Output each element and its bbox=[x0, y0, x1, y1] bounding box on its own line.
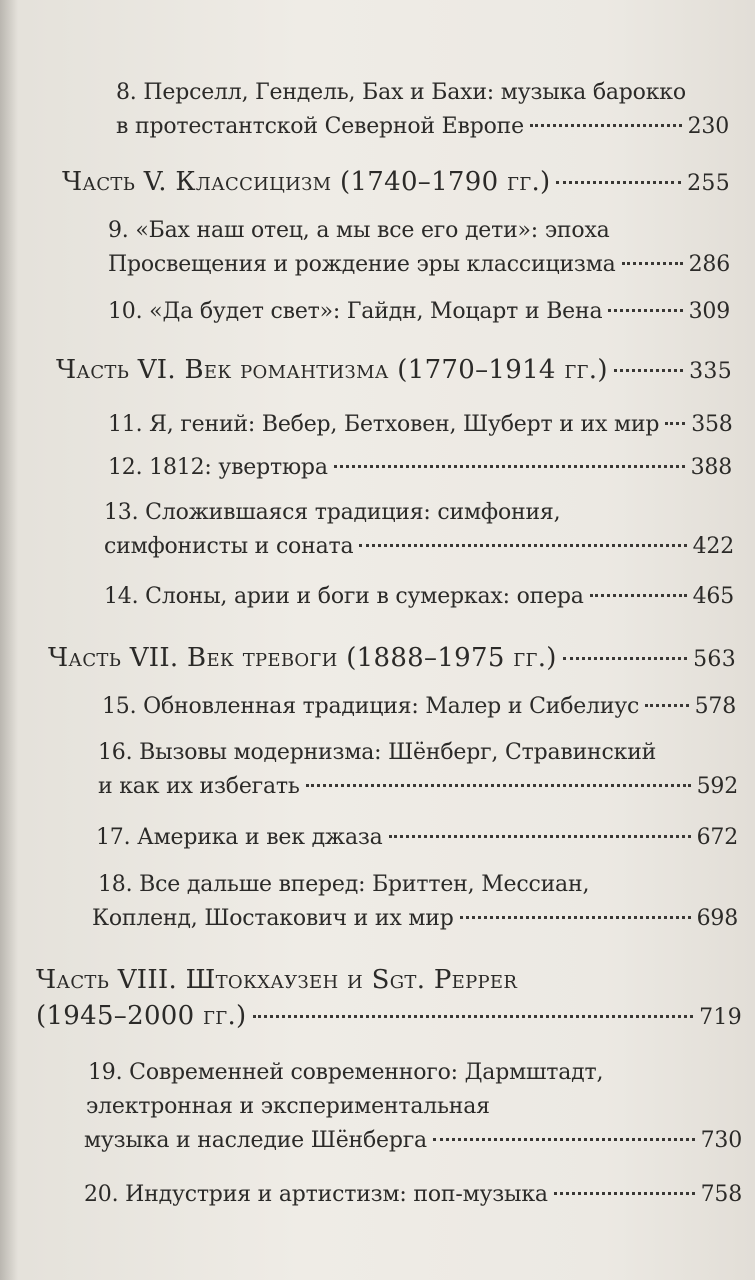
dot-leader bbox=[530, 124, 682, 127]
toc-part-title: Часть V. Классицизм (1740–1790 гг.) bbox=[62, 167, 551, 197]
page-number: 335 bbox=[689, 359, 732, 384]
toc-entry-ch18 bbox=[92, 868, 738, 936]
toc-part-title: (1945–2000 гг.) bbox=[36, 1001, 247, 1031]
toc-entry-line: и как их избегать bbox=[98, 774, 300, 799]
toc-entry-line: 19. Современней современного: Дармштадт, bbox=[88, 1060, 604, 1085]
toc-entry-ch16 bbox=[98, 736, 738, 804]
toc-entry-line: 20. Индустрия и артистизм: поп-музыка bbox=[84, 1182, 548, 1207]
toc-part-5 bbox=[62, 164, 730, 202]
toc-entry-line: симфонисты и соната bbox=[104, 534, 354, 559]
toc-entry-ch13 bbox=[104, 496, 734, 564]
dot-leader bbox=[359, 544, 686, 547]
toc-entry-line: 10. «Да будет свет»: Гайдн, Моцарт и Вена bbox=[108, 299, 603, 324]
toc-entry-line: музыка и наследие Шёнберга bbox=[84, 1128, 427, 1153]
toc-entry-ch12 bbox=[108, 451, 732, 485]
page-number: 255 bbox=[687, 171, 730, 196]
toc-entry-line: 8. Перселл, Гендель, Бах и Бахи: музыка барокко bbox=[116, 80, 686, 105]
page-number: 286 bbox=[688, 252, 730, 277]
page-number: 563 bbox=[693, 647, 736, 672]
dot-leader bbox=[389, 835, 691, 838]
toc-entry-line: 13. Сложившаяся традиция: симфония, bbox=[104, 500, 561, 525]
toc-entry-line: Копленд, Шостакович и их мир bbox=[92, 906, 454, 931]
dot-leader bbox=[306, 784, 691, 787]
toc-entry-ch15 bbox=[102, 690, 736, 724]
toc-entry-ch17 bbox=[96, 821, 738, 855]
toc-part-6 bbox=[56, 352, 732, 390]
dot-leader bbox=[556, 181, 681, 184]
toc-entry-line: 12. 1812: увертюра bbox=[108, 455, 328, 480]
toc-entry-line: электронная и экспериментальная bbox=[86, 1094, 490, 1119]
dot-leader bbox=[253, 1015, 694, 1018]
toc-part-title: Часть VII. Век тревоги (1888–1975 гг.) bbox=[48, 643, 557, 673]
toc-entry-line: в протестантской Северной Европе bbox=[116, 114, 524, 139]
page-number: 465 bbox=[692, 584, 734, 609]
toc-entry-line: 14. Слоны, арии и боги в сумерках: опера bbox=[104, 584, 584, 609]
toc-part-8 bbox=[36, 962, 742, 1036]
dot-leader bbox=[554, 1192, 695, 1195]
page-gutter-shadow bbox=[0, 0, 18, 1280]
toc-entry-line: Просвещения и рождение эры классицизма bbox=[108, 252, 616, 277]
page-number: 730 bbox=[700, 1128, 742, 1153]
page-number: 758 bbox=[700, 1182, 742, 1207]
dot-leader bbox=[665, 422, 685, 425]
dot-leader bbox=[433, 1138, 695, 1141]
page-number: 672 bbox=[696, 825, 738, 850]
page-number: 592 bbox=[696, 774, 738, 799]
toc-entry-ch19 bbox=[84, 1056, 742, 1158]
toc-entry-ch9 bbox=[108, 214, 730, 282]
toc-part-title: Часть VIII. Штокхаузен и Sgt. Pepper bbox=[36, 965, 518, 995]
page-number: 578 bbox=[694, 694, 736, 719]
dot-leader bbox=[334, 465, 685, 468]
page-number: 698 bbox=[696, 906, 738, 931]
toc-entry-ch14 bbox=[104, 580, 734, 614]
dot-leader bbox=[460, 916, 691, 919]
toc-entry-line: 15. Обновленная традиция: Малер и Сибелиус bbox=[102, 694, 640, 719]
toc-entry-line: 17. Америка и век джаза bbox=[96, 825, 383, 850]
dot-leader bbox=[563, 657, 687, 660]
toc-entry-ch8 bbox=[104, 76, 729, 144]
dot-leader bbox=[645, 704, 688, 707]
toc-entry-line: 11. Я, гений: Вебер, Бетховен, Шуберт и их мир bbox=[108, 412, 660, 437]
toc-part-title: Часть VI. Век романтизма (1770–1914 гг.) bbox=[56, 355, 608, 385]
toc-entry-ch11 bbox=[108, 408, 732, 442]
dot-leader bbox=[622, 262, 683, 265]
dot-leader bbox=[608, 309, 682, 312]
toc-entry-line: 16. Вызовы модернизма: Шёнберг, Стравинский bbox=[98, 740, 657, 765]
dot-leader bbox=[614, 369, 683, 372]
toc-entry-ch20 bbox=[84, 1178, 742, 1212]
page-number: 388 bbox=[690, 455, 732, 480]
page-number: 358 bbox=[691, 412, 733, 437]
page-number: 230 bbox=[687, 114, 729, 139]
toc-entry-ch10 bbox=[108, 295, 730, 329]
page-number: 309 bbox=[688, 299, 730, 324]
page-number: 719 bbox=[699, 1005, 742, 1030]
toc-entry-line: 9. «Бах наш отец, а мы все его дети»: эпоха bbox=[108, 218, 610, 243]
toc-part-7 bbox=[48, 640, 736, 678]
toc-entry-line: 18. Все дальше вперед: Бриттен, Мессиан, bbox=[98, 872, 590, 897]
dot-leader bbox=[590, 594, 687, 597]
page-number: 422 bbox=[692, 534, 734, 559]
